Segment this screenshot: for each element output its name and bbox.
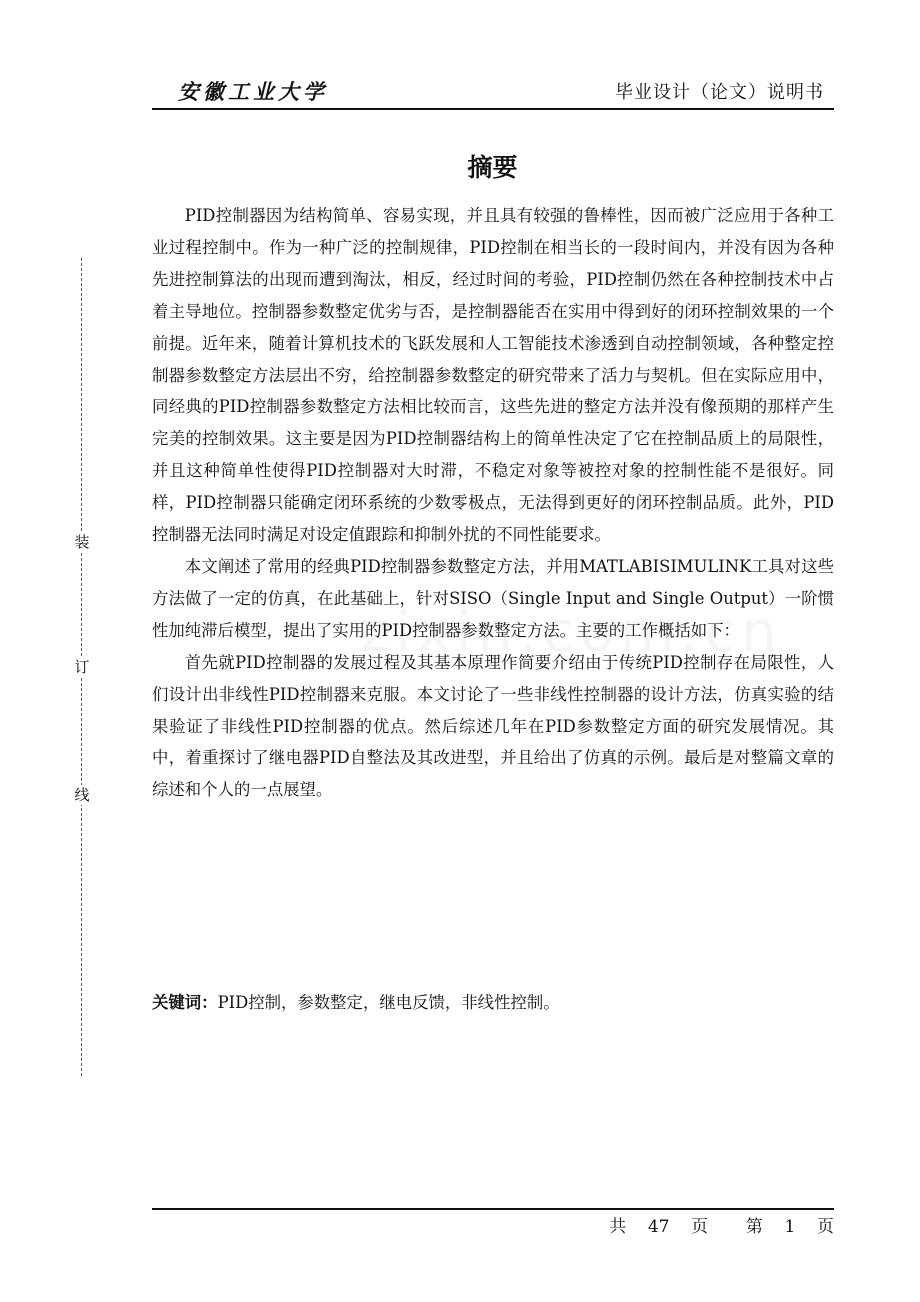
- header-rule: [152, 108, 834, 110]
- total-prefix: 共: [609, 1217, 627, 1237]
- total-pages: 47: [647, 1217, 670, 1237]
- abstract-paragraph-2: 本文阐述了常用的经典PID控制器参数整定方法，并用MATLABISIMULINK工具对这些方法做了一定的仿真，在此基础上，针对SISO（Single Input and Single Output）一阶惯性加纯滞后模型，提出了实用的PID控制器参数整定方法。主要的工作概括如下：: [152, 556, 834, 640]
- total-suffix: 页: [691, 1217, 709, 1237]
- current-page: 1: [784, 1217, 796, 1237]
- binding-mark-zhuang: 装: [74, 533, 90, 551]
- current-suffix: 页: [817, 1217, 834, 1237]
- page-title: 摘要: [467, 153, 518, 182]
- current-prefix: 第: [745, 1217, 763, 1237]
- footer-rule: [152, 1208, 834, 1210]
- page-counter: [609, 1212, 834, 1237]
- abstract-paragraph-1: PID控制器因为结构简单、容易实现，并且具有较强的鲁棒性，因而被广泛应用于各种工业过程控制中。作为一种广泛的控制规律，PID控制在相当长的一段时间内，并没有因为各种先进控制算法的出现而遭到淘汰，相反，经过时间的考验，PID控制仍然在各种控制技术中占着主导地位。控制器参数整定优劣与否，是控制器能否在实用中得到好的闭环控制效果的一个前提。近年来，随着计算机技术的飞跃发展和人工智能技术渗透到自动控制领域，各种整定控制器参数整定方法层出不穷，给控制器参数整定的研究带来了活力与契机。但在实际应用中，同经典的PID控制器参数整定方法相比较而言，这些先进的整定方法并没有像预期的那样产生完美的控制效果。这主要是因为PID控制器结构上的简单性决定了它在控制品质上的局限性，并且这种简单性使得PID控制器对大时滞，不稳定对象等被控对象的控制性能不是很好。同样，PID控制器只能确定闭环系统的少数零极点，无法得到更好的闭环控制品质。此外，PID控制器无法同时满足对设定值跟踪和抑制外扰的不同性能要求。: [152, 206, 834, 545]
- document-type-title: 毕业设计（论文）说明书: [615, 82, 824, 103]
- abstract-body: [152, 200, 834, 806]
- keywords-label: 关键词：: [152, 993, 218, 1012]
- binding-mark-xian: 线: [74, 786, 90, 804]
- university-logo: 安徽工业大学: [178, 79, 328, 104]
- keywords-line: [152, 987, 834, 1018]
- abstract-paragraph-3: 首先就PID控制器的发展过程及其基本原理作简要介绍由于传统PID控制存在局限性，人们设计出非线性PID控制器来克服。本文讨论了一些非线性控制器的设计方法，仿真实验的结果验证了非线性PID控制器的优点。然后综述几年在PID参数整定方面的研究发展情况。其中，着重探讨了继电器PID自整法及其改进型，并且给出了仿真的示例。最后是对整篇文章的综述和个人的一点展望。: [152, 652, 834, 800]
- binding-mark-ding: 订: [74, 658, 90, 676]
- keywords-text: PID控制，参数整定，继电反馈，非线性控制。: [217, 993, 560, 1012]
